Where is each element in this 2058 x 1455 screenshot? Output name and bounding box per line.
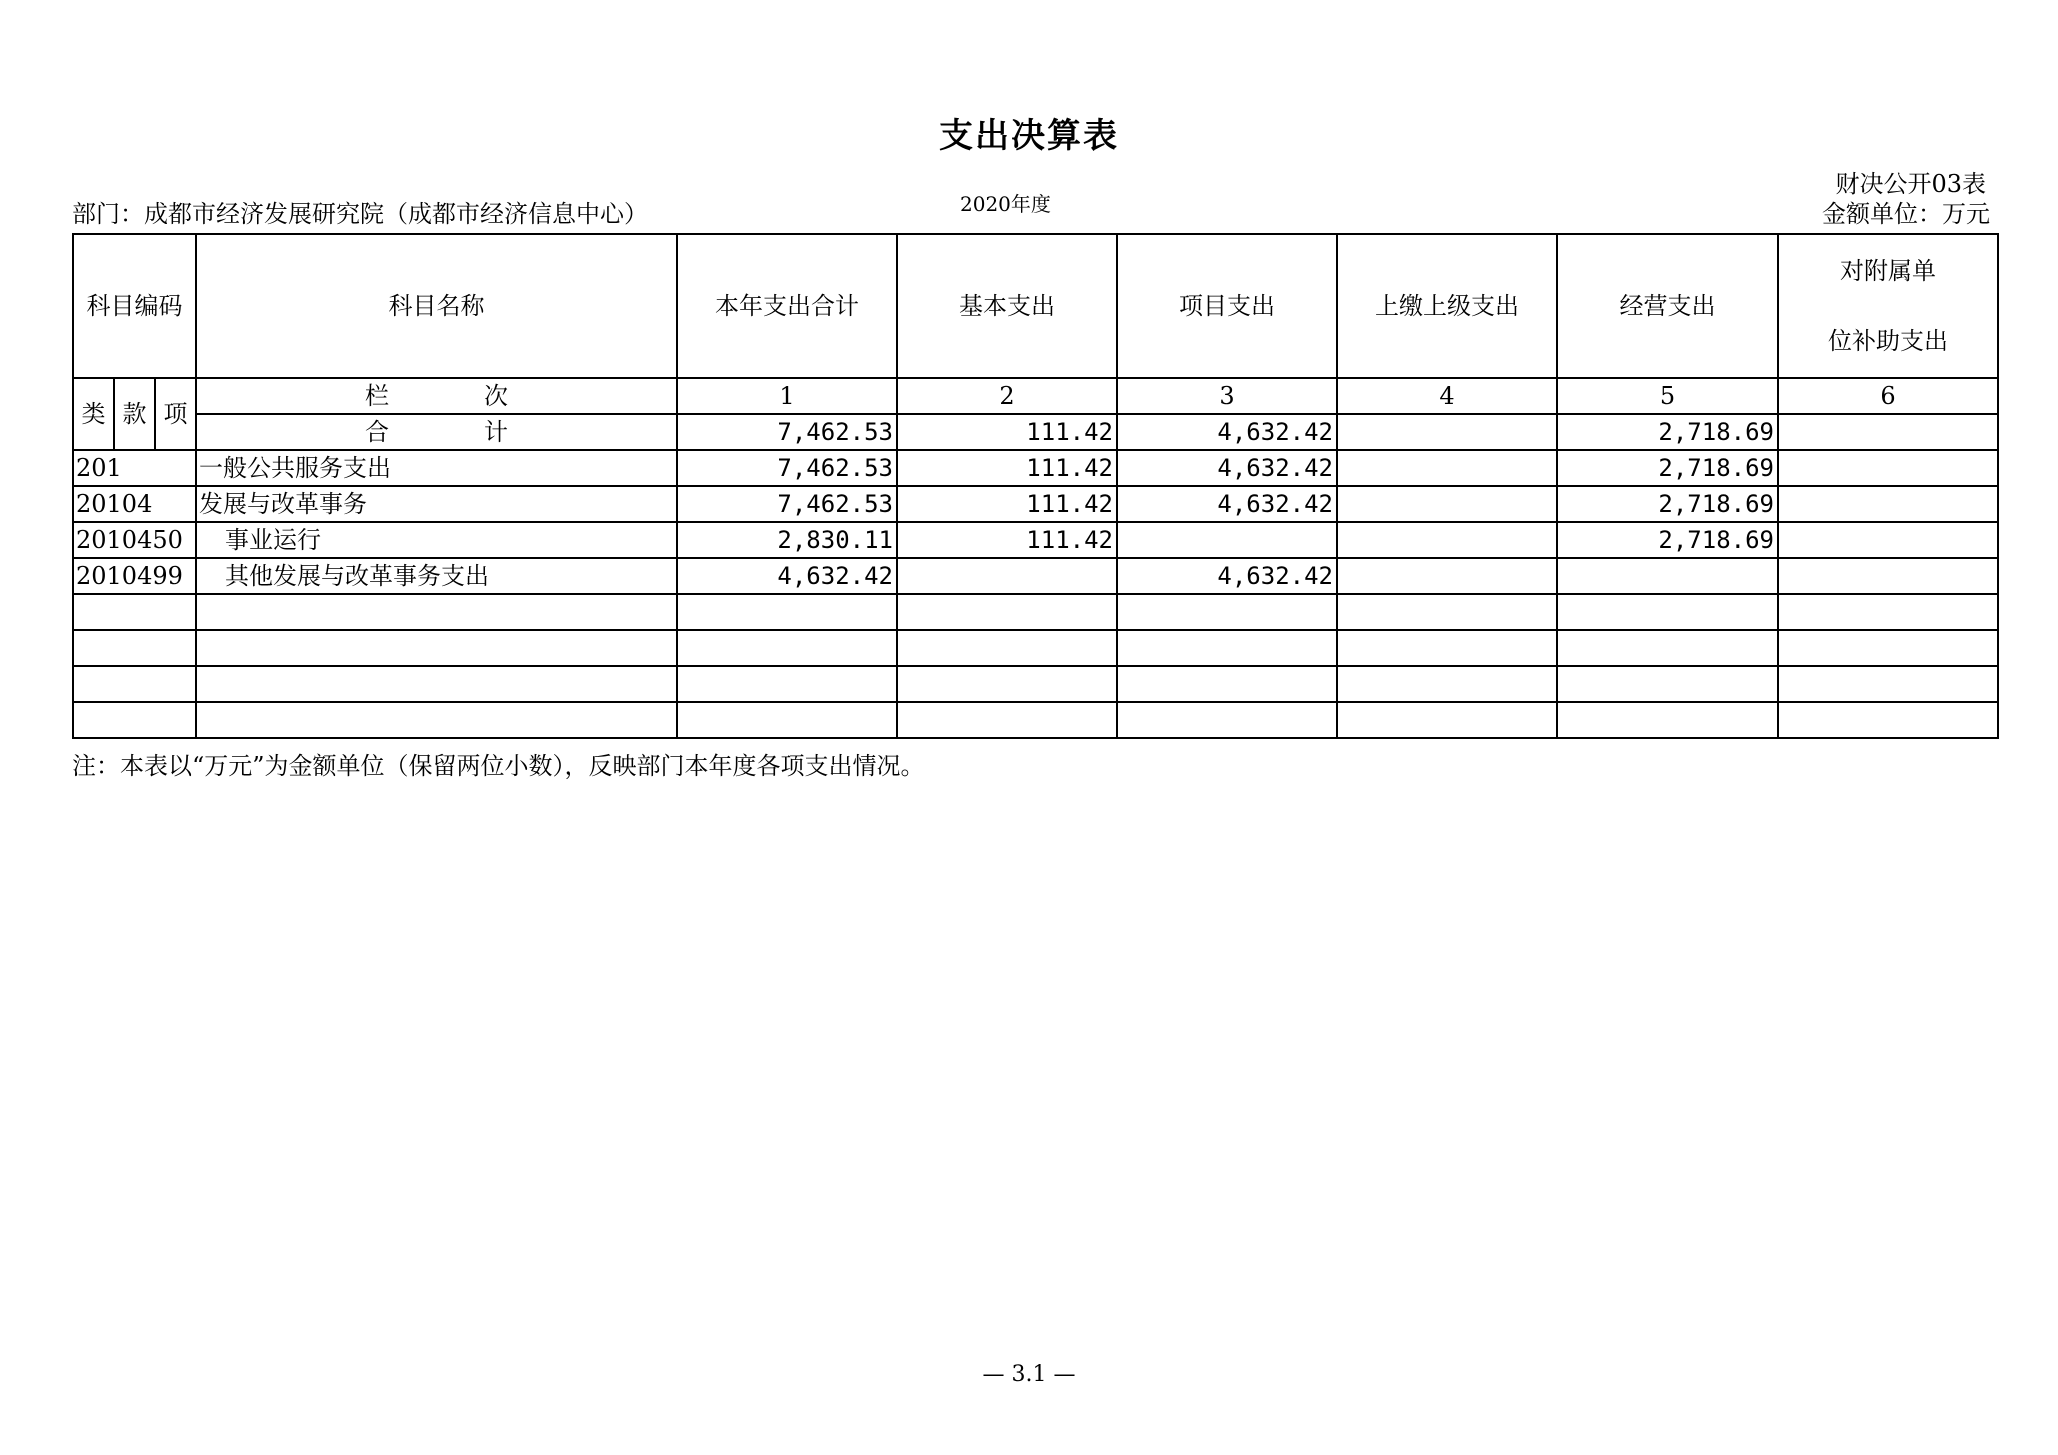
row-upper (1337, 486, 1557, 522)
row-basic: 111.42 (897, 522, 1117, 558)
totals-label-b: 计 (484, 418, 508, 446)
header-code: 科目编码 (73, 234, 196, 378)
col-num-2: 2 (897, 378, 1117, 414)
header-lanci-a: 栏 (365, 382, 389, 410)
row-total: 7,462.53 (677, 486, 897, 522)
totals-total: 7,462.53 (677, 414, 897, 450)
col-num-4: 4 (1337, 378, 1557, 414)
table-row (73, 486, 1998, 522)
totals-upper (1337, 414, 1557, 450)
totals-basic: 111.42 (897, 414, 1117, 450)
totals-business: 2,718.69 (1557, 414, 1778, 450)
row-total: 2,830.11 (677, 522, 897, 558)
header-subsidy-line1: 对附属单 (1840, 257, 1936, 285)
row-subsidy (1778, 486, 1998, 522)
row-code: 2010499 (73, 558, 196, 594)
col-num-5: 5 (1557, 378, 1778, 414)
row-project (1117, 522, 1337, 558)
col-num-1: 1 (677, 378, 897, 414)
row-name: 其他发展与改革事务支出 (196, 558, 677, 594)
page-title: 支出决算表 (939, 116, 1119, 156)
row-total: 7,462.53 (677, 450, 897, 486)
row-basic (897, 558, 1117, 594)
header-row (73, 234, 1998, 378)
column-number-row (73, 378, 1998, 414)
totals-row (73, 414, 1998, 450)
row-upper (1337, 522, 1557, 558)
row-code: 2010450 (73, 522, 196, 558)
row-subsidy (1778, 522, 1998, 558)
empty-row (73, 702, 1998, 738)
row-upper (1337, 450, 1557, 486)
page-number: — 3.1 — (982, 1362, 1076, 1387)
table-note: 注：本表以“万元”为金额单位（保留两位小数），反映部门本年度各项支出情况。 (72, 752, 925, 780)
empty-row (73, 666, 1998, 702)
amount-unit: 金额单位：万元 (1822, 200, 1990, 228)
row-name: 发展与改革事务 (196, 486, 677, 522)
row-code: 201 (73, 450, 196, 486)
row-basic: 111.42 (897, 450, 1117, 486)
row-name: 事业运行 (196, 522, 677, 558)
form-code: 财决公开03表 (1835, 170, 1986, 198)
empty-row (73, 630, 1998, 666)
header-lanci-b: 次 (484, 382, 508, 410)
row-code: 20104 (73, 486, 196, 522)
header-basic: 基本支出 (897, 234, 1117, 378)
header-name: 科目名称 (196, 234, 677, 378)
department-label: 部门：成都市经济发展研究院（成都市经济信息中心） (72, 200, 648, 228)
totals-subsidy (1778, 414, 1998, 450)
row-project: 4,632.42 (1117, 486, 1337, 522)
header-kuan: 款 (114, 378, 155, 450)
row-project: 4,632.42 (1117, 450, 1337, 486)
row-business: 2,718.69 (1557, 450, 1778, 486)
row-total: 4,632.42 (677, 558, 897, 594)
header-xiang: 项 (155, 378, 196, 450)
header-subsidy-line2: 位补助支出 (1828, 327, 1948, 355)
row-upper (1337, 558, 1557, 594)
table-row (73, 558, 1998, 594)
empty-row (73, 594, 1998, 630)
header-upper: 上缴上级支出 (1337, 234, 1557, 378)
header-lei: 类 (73, 378, 114, 450)
expenditure-table (72, 233, 1999, 739)
header-lanci (196, 378, 677, 414)
col-num-6: 6 (1778, 378, 1998, 414)
table-row (73, 450, 1998, 486)
row-basic: 111.42 (897, 486, 1117, 522)
header-business: 经营支出 (1557, 234, 1778, 378)
row-business: 2,718.69 (1557, 522, 1778, 558)
fiscal-year: 2020年度 (960, 192, 1051, 216)
row-project: 4,632.42 (1117, 558, 1337, 594)
row-business (1557, 558, 1778, 594)
totals-project: 4,632.42 (1117, 414, 1337, 450)
col-num-3: 3 (1117, 378, 1337, 414)
header-project: 项目支出 (1117, 234, 1337, 378)
totals-label (196, 414, 677, 450)
header-total: 本年支出合计 (677, 234, 897, 378)
row-subsidy (1778, 450, 1998, 486)
totals-label-a: 合 (365, 418, 389, 446)
row-business: 2,718.69 (1557, 486, 1778, 522)
table-row (73, 522, 1998, 558)
header-subsidy (1778, 234, 1998, 378)
row-subsidy (1778, 558, 1998, 594)
row-name: 一般公共服务支出 (196, 450, 677, 486)
